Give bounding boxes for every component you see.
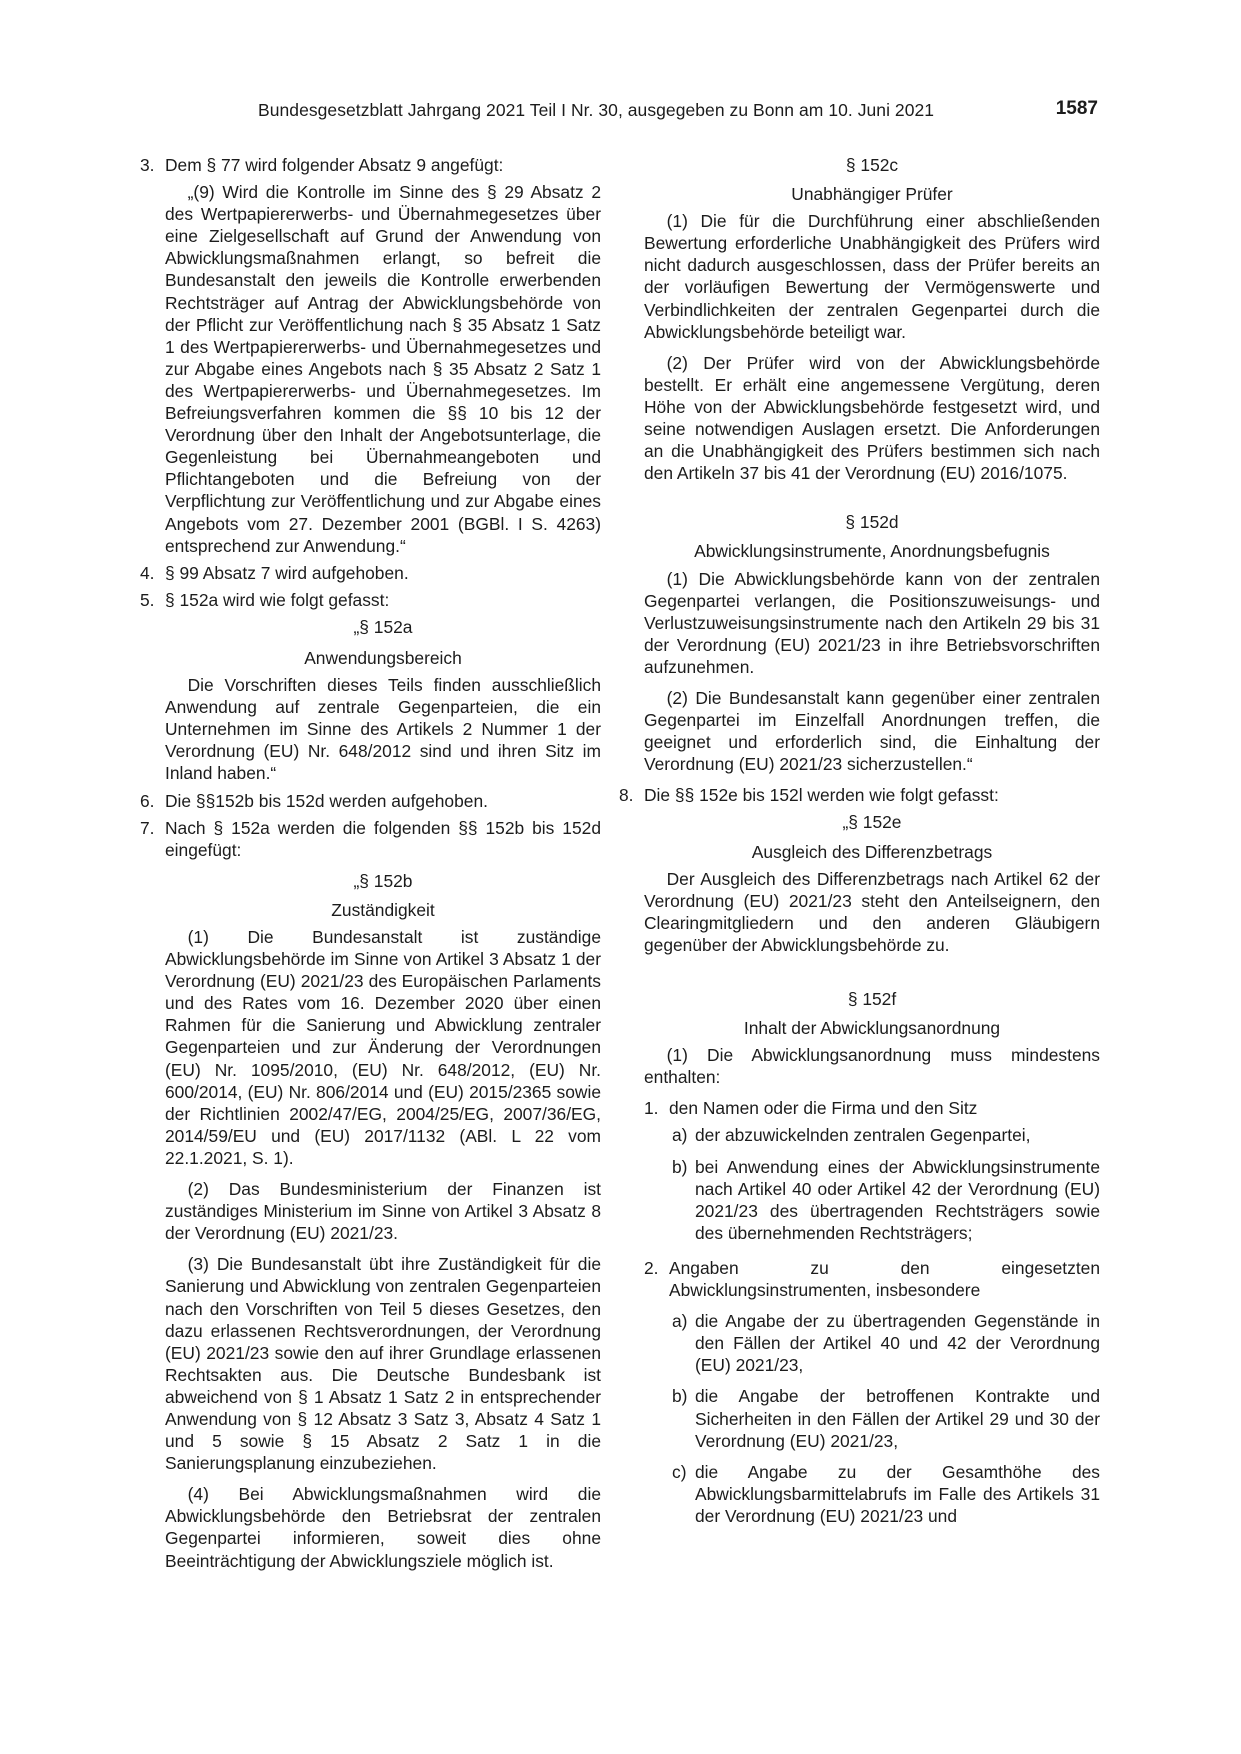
right-column <box>619 154 1100 1527</box>
list-item-5 <box>140 589 601 611</box>
item-number: 8. <box>619 785 634 806</box>
sub-item-letter: a) <box>672 1311 688 1332</box>
sub-item-letter: b) <box>672 1156 688 1177</box>
sub-item-1b <box>644 1156 1100 1244</box>
section-title-152b: Zuständigkeit <box>331 899 435 920</box>
page-number: 1587 <box>1055 98 1098 119</box>
section-text-152a: Die Vorschriften dieses Teils finden ausschließlich Anwendung auf zentrale Gegenparteien, die ein Unternehmen im Sinne des Artikels 2 Nummer 1 der Verordnung (EU) Nr. 648/2012 sind und ihren Sitz im Inland haben.“ <box>165 675 601 784</box>
section-152b-para-3: (3) Die Bundesanstalt übt ihre Zuständigkeit für die Sanierung und Abwicklung von zentralen Gegenparteien nach den Vorschriften von Teil 5 dieses Gesetzes, den dazu erlassenen Rechtsverordnungen, der Verordnung (EU) 2021/23 sowie den auf ihrer Grundlage erlassenen Rechtsakten aus. Die Deutsche Bundesbank ist abweichend von § 1 Absatz 1 Satz 2 in entsprechender Anwendung von § 12 Absatz 3 Satz 3, Absatz 4 Satz 1 und 5 sowie § 15 Absatz 2 Satz 1 in die Sanierungsplanung einzubeziehen. <box>165 1254 601 1474</box>
sub-item-2a <box>644 1310 1100 1376</box>
quoted-paragraph-77-9: „(9) Wird die Kontrolle im Sinne des § 29 Absatz 2 des Wertpapiererwerbs- und Übernahmegesetzes über eine Zielgesellschaft auf Grund der Anwendung von Abwicklungsmaßnahmen erlangt, so befreit die Bundesanstalt den jeweils die Kontrolle erwerbenden Rechtsträger auf Antrag der Abwicklungsbehörde von der Pflicht zur Veröffentlichung nach § 35 Absatz 1 Satz 1 des Wertpapiererwerbs- und Übernahmegesetzes und zur Abgabe eines Angebots nach § 35 Absatz 2 Satz 1 des Wertpapiererwerbs- und Übernahmegesetzes. Im Befreiungsverfahren kommen die §§ 10 bis 12 der Verordnung über den Inhalt der Angebotsunterlage, die Gegenleistung bei Übernahmeangeboten und Pflichtangeboten und die Befreiung von der Verpflichtung zur Veröffentlichung und zur Abgabe eines Angebots vom 27. Dezember 2001 (BGBl. I S. 4263) entsprechend zur Anwendung.“ <box>165 182 601 556</box>
item-number: 3. <box>140 155 155 175</box>
sub-item-letter: c) <box>672 1461 687 1482</box>
item-number: 2. <box>644 1257 659 1278</box>
section-152b-para-2: (2) Das Bundesministerium der Finanzen ist zuständiges Ministerium im Sinne von Artikel 3 Absatz 8 der Verordnung (EU) 2021/23. <box>165 1179 601 1244</box>
left-column <box>140 154 601 1572</box>
section-heading-152c: § 152c <box>845 155 899 175</box>
section-152c-para-1: (1) Die für die Durchführung einer abschließenden Bewertung erforderliche Unabhängigkeit des Prüfers wird nicht dadurch ausgeschlossen, dass der Prüfer bereits an der vorläufigen Bewertung der Vermögenswerte und Verbindlichkeiten der zentralen Gegenpartei durch die Abwicklungsbehörde beteiligt war. <box>644 211 1100 342</box>
item-text: Angaben zu den eingesetzten Abwicklungsinstrumenten, insbesondere <box>669 1257 1100 1301</box>
list-item-8 <box>619 784 1100 806</box>
section-title-152a: Anwendungsbereich <box>304 647 462 668</box>
list-item-6 <box>140 790 601 812</box>
item-number: 6. <box>140 790 155 811</box>
sub-item-letter: a) <box>672 1125 688 1146</box>
list-item-3 <box>140 154 601 176</box>
section-title-152e: Ausgleich des Differenzbetrags <box>751 841 993 862</box>
list-item-4 <box>140 562 601 584</box>
item-number: 1. <box>644 1098 659 1119</box>
item-text: Nach § 152a werden die folgenden §§ 152b bis 152d eingefügt: <box>165 817 601 860</box>
sub-item-text: die Angabe zu der Gesamthöhe des Abwicklungsbarmittelabrufs im Falle des Artikels 31 der Verordnung (EU) 2021/23 und <box>695 1461 1100 1526</box>
header-text: Bundesgesetzblatt Jahrgang 2021 Teil I Nr. 30, ausgegeben zu Bonn am 10. Juni 2021 <box>258 100 935 120</box>
section-heading-152e: „§ 152e <box>842 812 902 833</box>
section-title-152d: Abwicklungsinstrumente, Anordnungsbefugnis <box>694 541 1050 562</box>
list-item-7 <box>140 817 601 861</box>
item-number: 7. <box>140 817 155 838</box>
item-text: § 152a wird wie folgt gefasst: <box>165 589 390 610</box>
section-heading-152f: § 152f <box>847 989 897 1009</box>
item-text: § 99 Absatz 7 wird aufgehoben. <box>165 562 409 583</box>
section-152b-para-4: (4) Bei Abwicklungsmaßnahmen wird die Abwicklungsbehörde den Betriebsrat der zentralen Gegenpartei informieren, soweit dies ohne Beeinträchtigung der Abwicklungsziele möglich ist. <box>165 1484 601 1571</box>
running-header <box>258 100 1098 130</box>
item-number: 4. <box>140 562 155 583</box>
sub-item-text: die Angabe der betroffenen Kontrakte und Sicherheiten in den Fällen der Artikel 29 und 30 der Verordnung (EU) 2021/23, <box>695 1386 1100 1451</box>
numbered-item-1 <box>644 1097 1100 1119</box>
sub-item-text: die Angabe der zu übertragenden Gegenstände in den Fällen der Artikel 40 und 42 der Verordnung (EU) 2021/23, <box>695 1311 1100 1376</box>
item-text: Die §§ 152e bis 152l werden wie folgt gefasst: <box>644 785 999 806</box>
section-152d-para-2: (2) Die Bundesanstalt kann gegenüber einer zentralen Gegenpartei im Einzelfall Anordnungen treffen, die geeignet und erforderlich sind, die Einhaltung der Verordnung (EU) 2021/23 sicherzustellen.“ <box>644 687 1100 775</box>
section-152b-para-1: (1) Die Bundesanstalt ist zuständige Abwicklungsbehörde im Sinne von Artikel 3 Absatz 1 der Verordnung (EU) 2021/23 des Europäischen Parlaments und des Rates vom 16. Dezember 2020 über einen Rahmen für die Sanierung und Abwicklung zentraler Gegenparteien und zur Änderung der Verordnungen (EU) Nr. 1095/2010, (EU) Nr. 648/2012, (EU) Nr. 600/2014, (EU) Nr. 806/2014 und (EU) 2015/2365 sowie der Richtlinien 2002/47/EG, 2004/25/EG, 2007/36/EG, 2014/59/EU und (EU) 2017/1132 (ABl. L 22 vom 22.1.2021, S. 1). <box>165 927 601 1168</box>
sub-item-text: bei Anwendung eines der Abwicklungsinstrumente nach Artikel 40 oder Artikel 42 der Verordnung (EU) 2021/23 des übertragenden Rechtsträgers sowie des übernehmenden Rechtsträgers; <box>695 1156 1100 1243</box>
sub-item-letter: b) <box>672 1386 688 1407</box>
section-152c-para-2: (2) Der Prüfer wird von der Abwicklungsbehörde bestellt. Er erhält eine angemessene Vergütung, deren Höhe von der Abwicklungsbehörde festgesetzt wird, und seine notwendigen Auslagen ersetzt. Die Anforderungen an die Unabhängigkeit des Prüfers bestimmen sich nach den Artikeln 37 bis 41 der Verordnung (EU) 2016/1075. <box>644 352 1100 484</box>
sub-item-2b <box>644 1385 1100 1451</box>
item-text: Die §§152b bis 152d werden aufgehoben. <box>165 790 488 811</box>
section-152d-para-1: (1) Die Abwicklungsbehörde kann von der zentralen Gegenpartei verlangen, die Positionszuweisungs- und Verlustzuweisungsinstrumente nach den Artikeln 29 bis 31 der Verordnung (EU) 2021/23 in ihre Betriebsvorschriften aufzunehmen. <box>644 568 1100 677</box>
section-text-152e: Der Ausgleich des Differenzbetrags nach Artikel 62 der Verordnung (EU) 2021/23 steht den Anteilseignern, den Clearingmitgliedern und den anderen Gläubigern gegenüber der Abwicklungsbehörde zu. <box>644 868 1100 955</box>
section-heading-152a: „§ 152a <box>353 616 413 637</box>
section-title-152f: Inhalt der Abwicklungsanordnung <box>743 1018 1001 1039</box>
section-heading-152b: „§ 152b <box>353 870 413 891</box>
item-text: Dem § 77 wird folgender Absatz 9 angefügt: <box>165 155 504 175</box>
section-title-152c: Unabhängiger Prüfer <box>791 184 953 205</box>
section-heading-152d: § 152d <box>845 512 899 533</box>
item-text: den Namen oder die Firma und den Sitz <box>669 1098 978 1119</box>
item-number: 5. <box>140 589 155 610</box>
sub-item-2c <box>644 1461 1100 1527</box>
section-152f-para-1: (1) Die Abwicklungsanordnung muss mindestens enthalten: <box>644 1045 1100 1088</box>
sub-item-1a <box>644 1124 1100 1146</box>
sub-item-text: der abzuwickelnden zentralen Gegenpartei, <box>695 1125 1031 1146</box>
numbered-item-2 <box>644 1257 1100 1301</box>
